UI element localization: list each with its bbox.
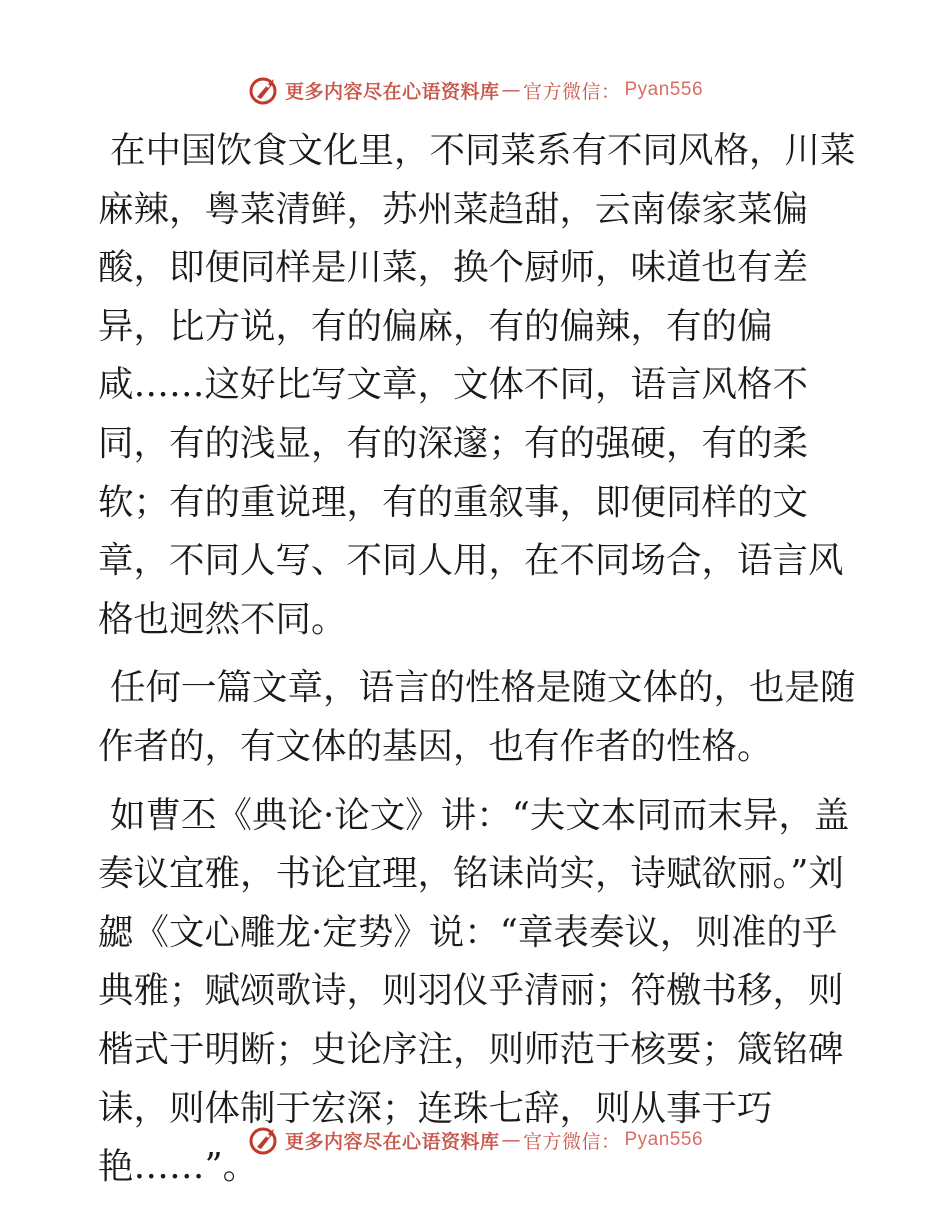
watermark-text (285, 77, 703, 104)
watermark-main: 更多内容尽在心语资料库 (284, 80, 500, 103)
watermark-sub: 官方微信： (522, 80, 621, 103)
watermark-text (285, 1127, 703, 1154)
paragraph-2: 任何一篇文章，语言的性格是随文体的，也是随作者的，有文体的基因，也有作者的性格。 (98, 667, 856, 767)
watermark-dash: — (501, 1129, 521, 1151)
watermark-dash: — (501, 79, 521, 101)
pen-nib-logo-icon (247, 73, 281, 107)
footer-watermark (0, 1120, 950, 1160)
pen-nib-logo-icon (247, 1123, 281, 1157)
paragraph-3: 如曹丕《典论·论文》讲：“夫文本同而末异，盖奏议宜雅，书论宜理，铭诔尚实，诗赋欲丽。”刘勰《文心雕龙·定势》说：“章表奏议，则准的乎典雅；赋颂歌诗，则羽仪乎清丽；符檄书移，则楷式于明断；史论序注，则师范于核要；箴铭碑诔，则体制于宏深；连珠七辞，则从事于巧艳……”。 (98, 794, 850, 1188)
watermark-id: Pyan556 (624, 1129, 704, 1150)
header-watermark (0, 70, 950, 110)
watermark-main: 更多内容尽在心语资料库 (284, 1130, 500, 1153)
watermark-sub: 官方微信： (522, 1130, 621, 1153)
watermark-id: Pyan556 (624, 79, 704, 100)
paragraph-1: 在中国饮食文化里，不同菜系有不同风格，川菜麻辣，粤菜清鲜，苏州菜趋甜，云南傣家菜偏酸，即便同样是川菜，换个厨师，味道也有差异，比方说，有的偏麻，有的偏辣，有的偏咸……这好比写文章，文体不同，语言风格不同，有的浅显，有的深邃；有的强硬，有的柔软；有的重说理，有的重叙事，即便同样的文章，不同人写、不同人用，在不同场合，语言风格也迥然不同。 (98, 130, 856, 640)
document-body (98, 122, 858, 1197)
